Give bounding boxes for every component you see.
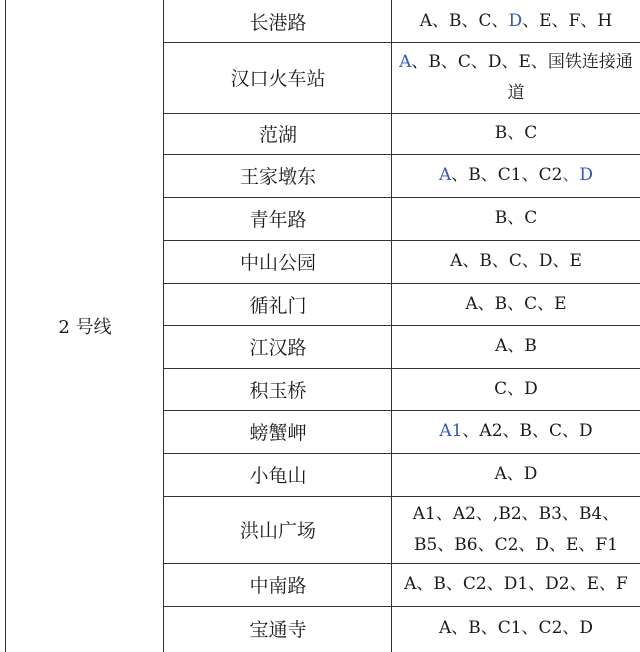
exit-label: B、C	[494, 123, 538, 143]
exit-label-highlighted: A	[438, 165, 452, 185]
exit-label: C、D	[494, 378, 538, 399]
table-row	[164, 113, 640, 154]
table-row	[164, 154, 640, 197]
station-name: 螃蟹岬	[249, 422, 307, 444]
station-exits	[392, 410, 640, 453]
station-exits	[392, 453, 640, 496]
station-exits	[392, 197, 640, 240]
table-row	[164, 283, 640, 325]
row-divider	[163, 368, 640, 369]
station-exits	[392, 0, 640, 42]
table-row	[164, 0, 640, 42]
exit-label-highlighted: D	[508, 10, 523, 31]
row-divider	[163, 325, 640, 326]
row-divider	[163, 606, 640, 607]
station-name: 中山公园	[239, 252, 316, 274]
station-name: 中南路	[249, 575, 307, 597]
table-row	[164, 240, 640, 283]
station-exits	[392, 368, 640, 410]
exit-label: A、B、C、	[419, 10, 509, 31]
row-divider	[163, 453, 640, 454]
table-row	[164, 410, 640, 453]
table-row	[164, 453, 640, 496]
line-name-cell: 2 号线	[58, 317, 112, 338]
exit-label: 、B、C1、C2	[451, 165, 563, 185]
station-exits	[392, 563, 640, 606]
exit-label-highlighted: 、D	[562, 165, 594, 185]
row-divider	[163, 42, 640, 43]
row-divider	[163, 563, 640, 564]
row-divider	[163, 113, 640, 114]
station-exits	[392, 606, 640, 650]
exit-label: A、D	[494, 464, 538, 484]
station-exits	[392, 154, 640, 197]
table-row	[164, 606, 640, 650]
table-row	[164, 325, 640, 368]
row-divider	[163, 496, 640, 497]
station-name: 王家墩东	[239, 166, 316, 188]
exit-label: A、B、C1、C2、D	[438, 617, 594, 638]
table-row	[164, 368, 640, 410]
row-divider	[163, 283, 640, 284]
station-exits	[392, 42, 640, 113]
exit-label: 、B、C、D、E、国铁连接通道	[411, 51, 633, 103]
table-row	[164, 197, 640, 240]
exit-label-highlighted: A	[399, 51, 412, 72]
table-row	[164, 496, 640, 563]
exit-label: 、E、F、H	[522, 10, 613, 31]
station-name: 江汉路	[249, 337, 307, 359]
row-divider	[163, 197, 640, 198]
station-name: 循礼门	[249, 294, 307, 317]
station-name: 宝通寺	[249, 618, 307, 641]
exit-label: A1、A2、,B2、B3、B4、B5、B6、C2、D、E、F1	[412, 503, 620, 555]
exit-label: B、C	[494, 208, 538, 228]
exit-label: A、B	[495, 336, 537, 356]
table-row	[164, 42, 640, 113]
station-name: 范湖	[258, 124, 297, 146]
exit-label-highlighted: A1	[439, 421, 463, 441]
station-exits	[392, 325, 640, 368]
row-divider	[163, 240, 640, 241]
station-exits	[392, 113, 640, 154]
exit-label: A、B、C、D、E	[450, 251, 582, 271]
exit-label: A、B、C、E	[465, 293, 567, 314]
exit-label: 、A2、B、C、D	[462, 421, 593, 441]
table-row	[164, 563, 640, 606]
exit-label: A、B、C2、D1、D2、E、F	[404, 574, 628, 594]
station-name: 青年路	[249, 209, 307, 231]
station-name: 长港路	[249, 11, 307, 34]
row-divider	[163, 154, 640, 155]
station-name: 小龟山	[249, 465, 307, 487]
station-name: 汉口火车站	[230, 68, 326, 90]
row-divider	[163, 410, 640, 411]
station-exits	[392, 240, 640, 283]
station-name: 积玉桥	[249, 379, 307, 402]
station-exits	[392, 283, 640, 325]
station-exits	[392, 496, 640, 563]
station-name: 洪山广场	[239, 520, 316, 542]
